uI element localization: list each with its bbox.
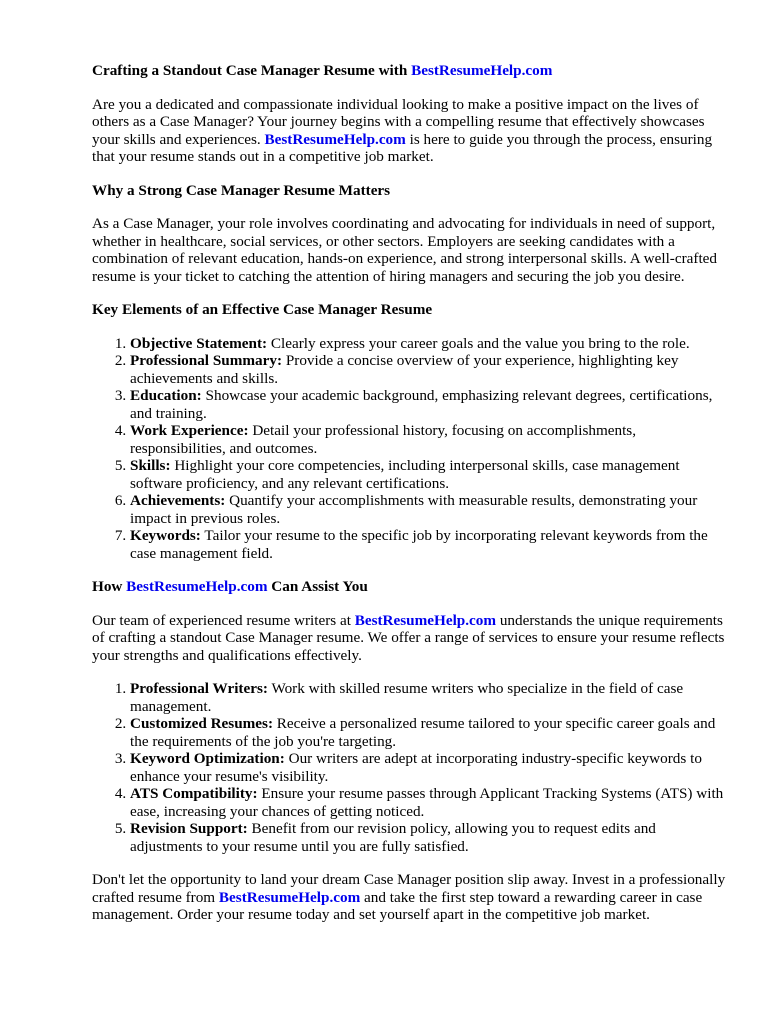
list-item (130, 785, 732, 820)
how-heading-prefix: How (92, 578, 127, 595)
list-item-text: Tailor your resume to the specific job by incorporating relevant keywords from the case management field. (130, 527, 708, 562)
how-heading-link[interactable]: BestResumeHelp.com (126, 578, 268, 595)
list-item-term: Revision Support: (130, 820, 248, 837)
intro-text-2: is here to guide you through the process, ensuring that your resume stands out in a competitive job market. (92, 130, 713, 165)
list-item (130, 422, 732, 457)
closing-link[interactable]: BestResumeHelp.com (218, 888, 361, 906)
list-item-text: Work with skilled resume writers who specialize in the field of case management. (130, 680, 684, 715)
list-item-text: Receive a personalized resume tailored to your specific career goals and the requirements of the job you're targeting. (130, 715, 716, 750)
list-item-text: Ensure your resume passes through Applicant Tracking Systems (ATS) with ease, increasing your chances of getting noticed. (130, 785, 724, 820)
list-item-term: Skills: (130, 457, 171, 474)
why-paragraph: As a Case Manager, your role involves coordinating and advocating for individuals in need of support, whether in healthcare, social services, or other sectors. Employers are seeking candidates with a combination of relevant education, hands-on experience, and strong interpersonal skills. A well-crafted resume is your ticket to catching the attention of hiring managers and securing the job you desire. (92, 215, 718, 285)
list-item-term: Professional Writers: (130, 680, 268, 697)
document-page (92, 62, 732, 924)
closing-text-1: Don't let the opportunity to land your dream Case Manager position slip away. Invest in a professionally crafted resume from (92, 871, 726, 906)
how-heading (92, 578, 732, 596)
intro-paragraph (92, 96, 732, 166)
list-item-text: Highlight your core competencies, including interpersonal skills, case management software proficiency, and any relevant certifications. (130, 457, 680, 492)
closing-paragraph (92, 871, 732, 924)
closing-text-2: and take the first step toward a rewarding career in case management. Order your resume today and set yourself apart in the competitive job market. (92, 888, 703, 923)
key-elements-heading: Key Elements of an Effective Case Manager Resume (92, 301, 433, 318)
team-paragraph (92, 612, 732, 665)
list-item-term: Work Experience: (130, 422, 249, 439)
list-item-term: ATS Compatibility: (130, 785, 258, 802)
list-item-text: Clearly express your career goals and the value you bring to the role. (267, 334, 690, 352)
list-item-term: Achievements: (130, 492, 226, 509)
list-item-text: Showcase your academic background, emphasizing relevant degrees, certifications, and training. (130, 387, 713, 422)
key-elements-list (92, 335, 732, 563)
team-link[interactable]: BestResumeHelp.com (354, 611, 497, 629)
intro-text-1: Are you a dedicated and compassionate individual looking to make a positive impact on the lives of others as a Case Manager? Your journey begins with a compelling resume that effectively showcases your skills and experiences. (92, 95, 705, 148)
list-item (130, 492, 732, 527)
title-link[interactable]: BestResumeHelp.com (411, 62, 553, 79)
list-item-text: Quantify your accomplishments with measurable results, demonstrating your impact in previous roles. (130, 492, 698, 527)
list-item-text: Benefit from our revision policy, allowing you to request edits and adjustments to your resume until you are fully satisfied. (130, 820, 656, 855)
list-item-term: Professional Summary: (130, 352, 283, 369)
list-item (130, 715, 732, 750)
list-item-term: Education: (130, 387, 202, 404)
list-item (130, 335, 732, 353)
how-heading-suffix: Can Assist You (267, 578, 368, 595)
list-item-term: Objective Statement: (130, 334, 268, 352)
document-title (92, 62, 732, 80)
list-item (130, 820, 732, 855)
list-item (130, 527, 732, 562)
list-item (130, 387, 732, 422)
list-item (130, 352, 732, 387)
title-text: Crafting a Standout Case Manager Resume with (92, 62, 412, 79)
list-item (130, 750, 732, 785)
list-item-text: Our writers are adept at incorporating industry-specific keywords to enhance your resume's visibility. (130, 750, 702, 785)
list-item (130, 680, 732, 715)
list-item (130, 457, 732, 492)
list-item-text: Detail your professional history, focusing on accomplishments, responsibilities, and outcomes. (130, 422, 637, 457)
list-item-term: Keywords: (130, 527, 201, 544)
list-item-text: Provide a concise overview of your experience, highlighting key achievements and skills. (130, 352, 679, 387)
team-text-1: Our team of experienced resume writers at (92, 611, 355, 629)
list-item-term: Keyword Optimization: (130, 750, 285, 767)
list-item-term: Customized Resumes: (130, 715, 273, 732)
team-text-2: understands the unique requirements of crafting a standout Case Manager resume. We offer a range of services to ensure your resume reflects your strengths and qualifications effectively. (92, 611, 725, 664)
services-list (92, 680, 732, 855)
why-heading: Why a Strong Case Manager Resume Matters (92, 181, 391, 199)
intro-link[interactable]: BestResumeHelp.com (264, 130, 406, 148)
